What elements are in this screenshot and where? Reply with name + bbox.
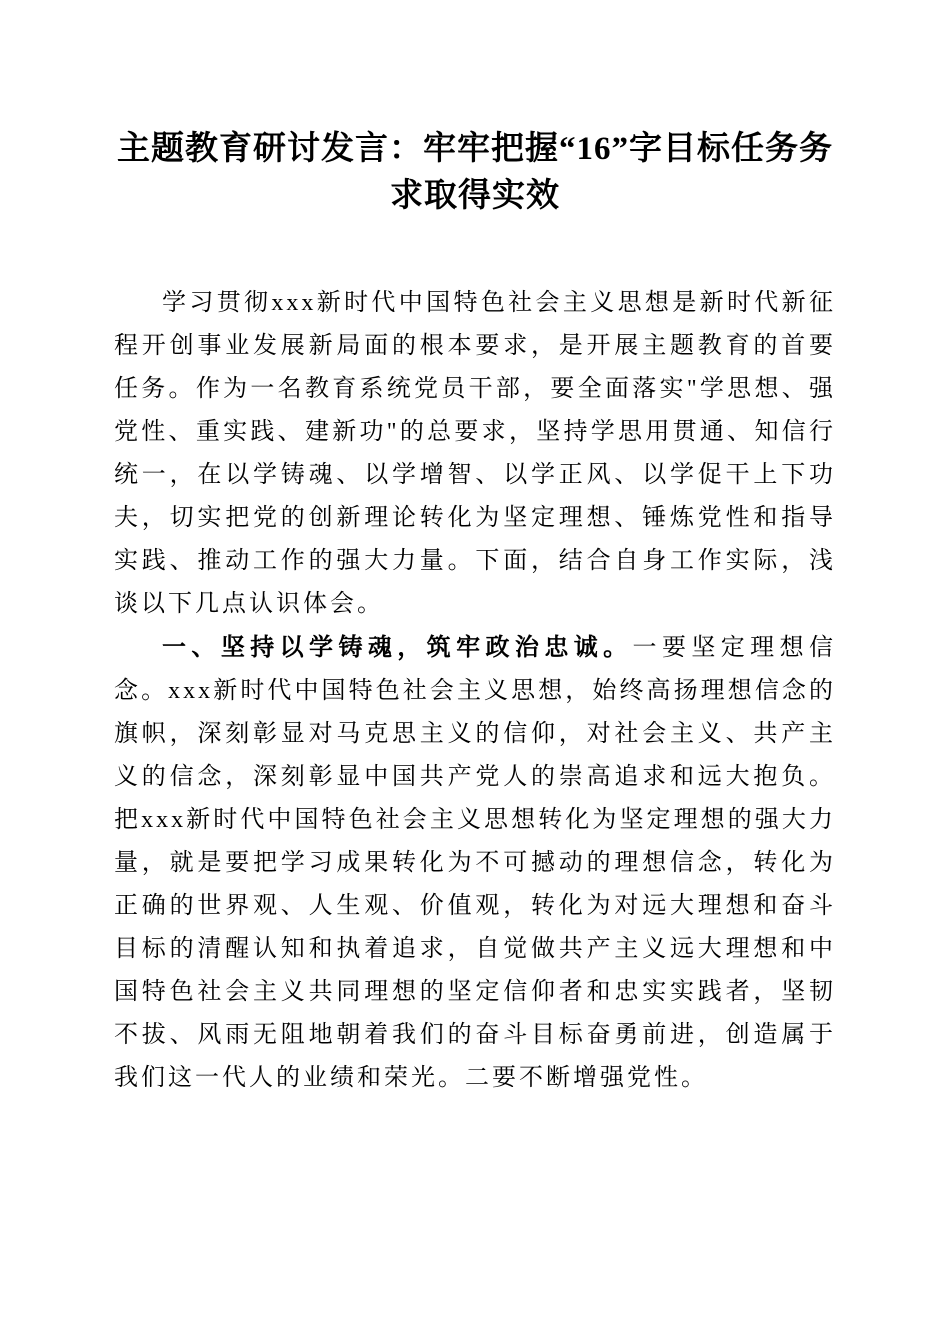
paragraph-intro-text: 学习贯彻xxx新时代中国特色社会主义思想是新时代新征程开创事业发展新局面的根本要求，是开展主题教育的首要任务。作为一名教育系统党员干部，要全面落实"学思想、强党性、重实践、建新功"的总要求，坚持学思用贯通、知信行统一，在以学铸魂、以学增智、以学正风、以学促干上下功夫，切实把党的创新理论转化为坚定理想、锤炼党性和指导实践、推动工作的强大力量。下面，结合自身工作实际，浅谈以下几点认识体会。 — [114, 290, 836, 617]
paragraph-intro — [114, 282, 836, 626]
paragraph-section-1-text: 一要坚定理想信念。xxx新时代中国特色社会主义思想，始终高扬理想信念的旗帜，深刻彰显对马克思主义的信仰，对社会主义、共产主义的信念，深刻彰显中国共产党人的崇高追求和远大抱负。把xxx新时代中国特色社会主义思想转化为坚定理想的强大力量，就是要把学习成果转化为不可撼动的理想信念，转化为正确的世界观、人生观、价值观，转化为对远大理想和奋斗目标的清醒认知和执着追求，自觉做共产主义远大理想和中国特色社会主义共同理想的坚定信仰者和忠实实践者，坚韧不拔、风雨无阻地朝着我们的奋斗目标奋勇前进，创造属于我们这一代人的业绩和荣光。二要不断增强党性。 — [114, 635, 837, 1091]
paragraph-section-1-heading: 一、坚持以学铸魂，筑牢政治忠诚。 — [162, 634, 633, 661]
document-title: 主题教育研讨发言：牢牢把握“16”字目标任务务求取得实效 — [117, 131, 833, 214]
paragraph-section-1 — [114, 626, 836, 1100]
